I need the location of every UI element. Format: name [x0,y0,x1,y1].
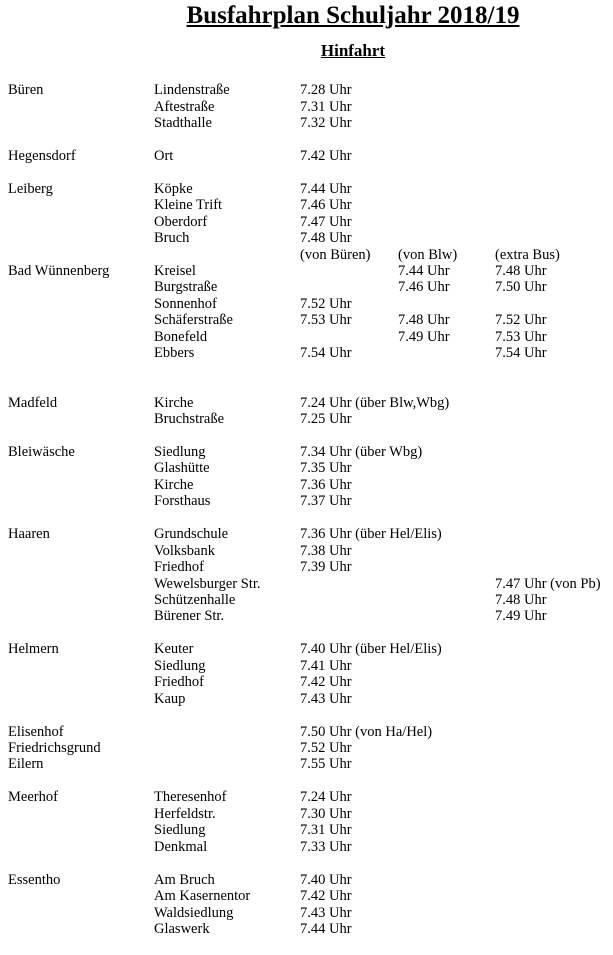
departure-time: 7.28 Uhr [300,82,352,98]
departure-time: 7.50 Uhr (von Ha/Hel) [300,723,433,740]
departure-time: 7.47 Uhr [300,213,352,230]
stop-name: Burgstraße [154,279,218,296]
stop-name: Siedlung [154,657,206,674]
departure-time: 7.49 Uhr [495,608,547,625]
town-name: Büren [8,82,44,98]
departure-time: 7.48 Uhr [495,262,547,279]
stop-name: Waldsiedlung [154,904,234,921]
departure-time: 7.43 Uhr [300,690,352,707]
stop-name: Bruchstraße [154,411,225,427]
town-name: Helmern [8,641,59,658]
departure-time: 7.55 Uhr [300,756,352,773]
stop-name: Friedhof [154,559,204,575]
stop-name: Köpke [154,180,193,197]
stop-name: Glaswerk [154,920,210,937]
town-name: Haaren [8,526,50,543]
stop-name: Schäferstraße [154,312,233,329]
stop-name: Stadthalle [154,114,212,131]
column-header: (von Büren) [300,246,371,263]
stop-name: Aftestraße [154,98,215,115]
departure-time: 7.48 Uhr [495,592,547,608]
stop-name: Kleine Trift [154,197,223,214]
stop-name: Siedlung [154,822,206,839]
departure-time: 7.39 Uhr [300,559,352,575]
departure-time: 7.42 Uhr [300,147,352,164]
stop-name: Bonefeld [154,328,208,345]
departure-time: 7.48 Uhr [398,312,450,329]
departure-time: 7.31 Uhr [300,98,352,115]
departure-time: 7.49 Uhr [398,328,450,345]
stop-name: Volksbank [154,542,215,559]
departure-time: 7.54 Uhr [300,345,352,362]
departure-time: 7.40 Uhr [300,871,352,888]
departure-time: 7.24 Uhr (über Blw,Wbg) [300,394,450,411]
stop-name: Theresenhof [154,789,227,806]
stop-name: Kirche [154,476,194,493]
departure-time: 7.35 Uhr [300,460,352,477]
stop-name: Herfeldstr. [154,805,216,822]
town-name: Friedrichsgrund [8,740,101,756]
stop-name: Am Bruch [154,871,215,888]
departure-time: 7.50 Uhr [495,279,547,296]
stop-name: Denkmal [154,838,208,855]
town-name: Eilern [8,756,44,773]
stop-name: Schützenhalle [154,592,236,608]
departure-time: 7.41 Uhr [300,657,352,674]
page-subtitle: Hinfahrt [320,41,386,60]
town-name: Leiberg [8,180,53,197]
departure-time: 7.44 Uhr [398,262,450,279]
town-name: Bad Wünnenberg [8,262,110,279]
stop-name: Am Kasernentor [154,888,251,904]
stop-name: Keuter [154,641,194,658]
stop-name: Kaup [154,690,186,707]
stop-name: Kirche [154,394,194,411]
departure-time: 7.31 Uhr [300,822,352,839]
town-name: Madfeld [8,394,58,411]
stop-name: Bruch [154,230,190,246]
departure-time: 7.40 Uhr (über Hel/Elis) [300,641,442,658]
departure-time: 7.53 Uhr [300,312,352,329]
departure-time: 7.30 Uhr [300,805,352,822]
stop-name: Glashütte [154,460,210,477]
stop-name: Grundschule [154,526,229,543]
departure-time: 7.52 Uhr [495,312,547,329]
town-name: Meerhof [8,789,58,806]
departure-time: 7.48 Uhr [300,230,352,246]
departure-time: 7.34 Uhr (über Wbg) [300,443,423,460]
departure-time: 7.32 Uhr [300,114,352,131]
departure-time: 7.42 Uhr [300,674,352,691]
departure-time: 7.44 Uhr [300,920,352,937]
stop-name: Oberdorf [154,213,208,230]
departure-time: 7.43 Uhr [300,904,352,921]
stop-name: Ort [154,147,174,164]
page-title: Busfahrplan Schuljahr 2018/19 [186,2,520,29]
departure-time: 7.52 Uhr [300,740,352,756]
stop-name: Ebbers [154,345,195,362]
departure-time: 7.24 Uhr [300,789,352,806]
stop-name: Lindenstraße [154,82,230,98]
column-header: (von Blw) [398,246,458,263]
stop-name: Kreisel [154,262,196,279]
town-name: Essentho [8,871,61,888]
departure-time: 7.33 Uhr [300,838,352,855]
departure-time: 7.47 Uhr (von Pb) [495,575,601,592]
departure-time: 7.25 Uhr [300,411,352,427]
departure-time: 7.53 Uhr [495,328,547,345]
departure-time: 7.46 Uhr [398,279,450,296]
departure-time: 7.42 Uhr [300,888,352,904]
stop-name: Bürener Str. [154,608,225,625]
departure-time: 7.36 Uhr [300,476,352,493]
town-name: Bleiwäsche [8,443,75,460]
stop-name: Friedhof [154,674,204,691]
departure-time: 7.37 Uhr [300,493,352,510]
departure-time: 7.44 Uhr [300,180,352,197]
stop-name: Forsthaus [154,493,211,510]
stop-name: Sonnenhof [154,295,217,312]
town-name: Elisenhof [8,723,64,740]
town-name: Hegensdorf [8,147,76,164]
column-header: (extra Bus) [495,246,560,263]
departure-time: 7.38 Uhr [300,542,352,559]
departure-time: 7.52 Uhr [300,295,352,312]
departure-time: 7.54 Uhr [495,345,547,362]
departure-time: 7.46 Uhr [300,197,352,214]
stop-name: Siedlung [154,443,206,460]
stop-name: Wewelsburger Str. [154,575,261,592]
departure-time: 7.36 Uhr (über Hel/Elis) [300,526,442,543]
